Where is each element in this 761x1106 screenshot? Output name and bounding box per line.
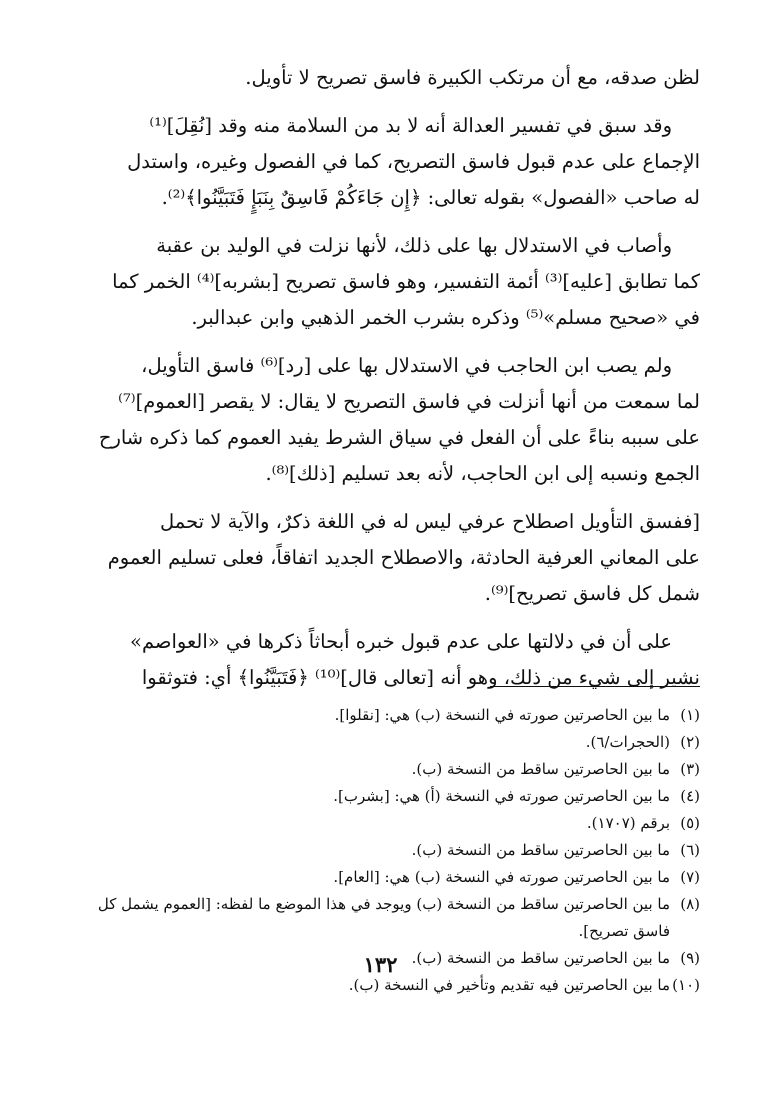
- footnote-number: (٧): [680, 868, 700, 886]
- footnote-number: (٥): [680, 814, 700, 832]
- footnote-number: (٤): [680, 787, 700, 805]
- text-line: له صاحب «الفصول» بقوله تعالى: ﴿إِن جَاءَكُمْ فَاسِقٌ بِنَبَإٍ فَتَبَيَّنُوا﴾⁽²⁾.: [161, 186, 700, 209]
- footnote-number: (١٠): [672, 976, 700, 994]
- text-line: [ففسق التأويل اصطلاح عرفي ليس له في اللغة ذكرٌ، والآية لا تحمل: [160, 510, 700, 533]
- text-line: وقد سبق في تفسير العدالة أنه لا بد من السلامة منه وقد [نُقِلَ]⁽¹⁾: [149, 114, 672, 137]
- text-line: شمل كل فاسق تصريح]⁽⁹⁾.: [484, 582, 700, 605]
- footnote: [58, 756, 700, 783]
- footnote-number: (٣): [680, 760, 700, 778]
- body-text: [58, 60, 700, 696]
- footnote: [58, 864, 700, 891]
- footnote-number: (١): [680, 706, 700, 724]
- document-page: [58, 60, 700, 1070]
- footnote: [58, 783, 700, 810]
- text-line: على سببه بناءً على أن الفعل في سياق الشرط يفيد العموم كما ذكره شارح: [98, 426, 700, 449]
- body-paragraph: [58, 348, 700, 492]
- footnote-text: ما بين الحاصرتين ساقط من النسخة (ب) ويوجد في هذا الموضع ما لفظه: [العموم يشمل كل فاسق تصريح].: [97, 895, 670, 940]
- footnote: [58, 702, 700, 729]
- body-paragraph: [58, 504, 700, 612]
- footnote-text: برقم (١٧٠٧).: [586, 814, 670, 832]
- footnote-text: ما بين الحاصرتين صورته في النسخة (ب) هي: [العام].: [333, 868, 670, 886]
- footnote-text: ما بين الحاصرتين فيه تقديم وتأخير في النسخة (ب).: [348, 976, 670, 994]
- footnote-text: ما بين الحاصرتين ساقط من النسخة (ب).: [411, 760, 670, 778]
- text-line: وأصاب في الاستدلال بها على ذلك، لأنها نزلت في الوليد بن عقبة: [156, 234, 672, 257]
- page-number: ١٣٢: [363, 952, 398, 977]
- text-line: في «صحيح مسلم»⁽⁵⁾ وذكره بشرب الخمر الذهبي وابن عبدالبر.: [191, 306, 700, 329]
- text-line: على أن في دلالتها على عدم قبول خبره أبحاثاً ذكرها في «العواصم»: [130, 630, 672, 653]
- text-line: لظن صدقه، مع أن مرتكب الكبيرة فاسق تصريح لا تأويل.: [245, 66, 700, 89]
- footnote-text: (الحجرات/٦).: [585, 733, 670, 751]
- body-paragraph: [58, 60, 700, 96]
- text-line: ولم يصب ابن الحاجب في الاستدلال بها على [رد]⁽⁶⁾ فاسق التأويل،: [141, 354, 672, 377]
- footnote: [58, 891, 700, 945]
- footnote-text: ما بين الحاصرتين ساقط من النسخة (ب).: [411, 949, 670, 967]
- footnote-text: ما بين الحاصرتين صورته في النسخة (أ) هي: [بشرب].: [333, 787, 670, 805]
- text-line: نشير إلى شيء من ذلك، وهو أنه [تعالى قال]⁽¹⁰⁾ ﴿فَتَبَيَّنُوا﴾ أي: فتوثقوا: [141, 666, 700, 689]
- footnote-number: (٨): [680, 895, 700, 913]
- footnote: [58, 810, 700, 837]
- footnote-number: (٩): [680, 949, 700, 967]
- footnote-separator: [490, 686, 700, 687]
- body-paragraph: [58, 228, 700, 336]
- footnote-text: ما بين الحاصرتين صورته في النسخة (ب) هي: [نقلوا].: [334, 706, 670, 724]
- text-line: كما تطابق [عليه]⁽³⁾ أئمة التفسير، وهو فاسق تصريح [بشربه]⁽⁴⁾ الخمر كما: [112, 270, 700, 293]
- text-line: لما سمعت من أنها أنزلت في فاسق التصريح لا يقال: لا يقصر [العموم]⁽⁷⁾: [118, 390, 700, 413]
- footnote: [58, 729, 700, 756]
- text-line: الإجماع على عدم قبول فاسق التصريح، كما في الفصول وغيره، واستدل: [127, 150, 700, 173]
- text-line: على المعاني العرفية الحادثة، والاصطلاح الجديد اتفاقاً، فعلى تسليم العموم: [107, 546, 700, 569]
- footnote-text: ما بين الحاصرتين ساقط من النسخة (ب).: [411, 841, 670, 859]
- footnote-number: (٢): [680, 733, 700, 751]
- footnote-number: (٦): [680, 841, 700, 859]
- body-paragraph: [58, 108, 700, 216]
- text-line: الجمع ونسبه إلى ابن الحاجب، لأنه بعد تسليم [ذلك]⁽⁸⁾.: [265, 462, 700, 485]
- footnote: [58, 837, 700, 864]
